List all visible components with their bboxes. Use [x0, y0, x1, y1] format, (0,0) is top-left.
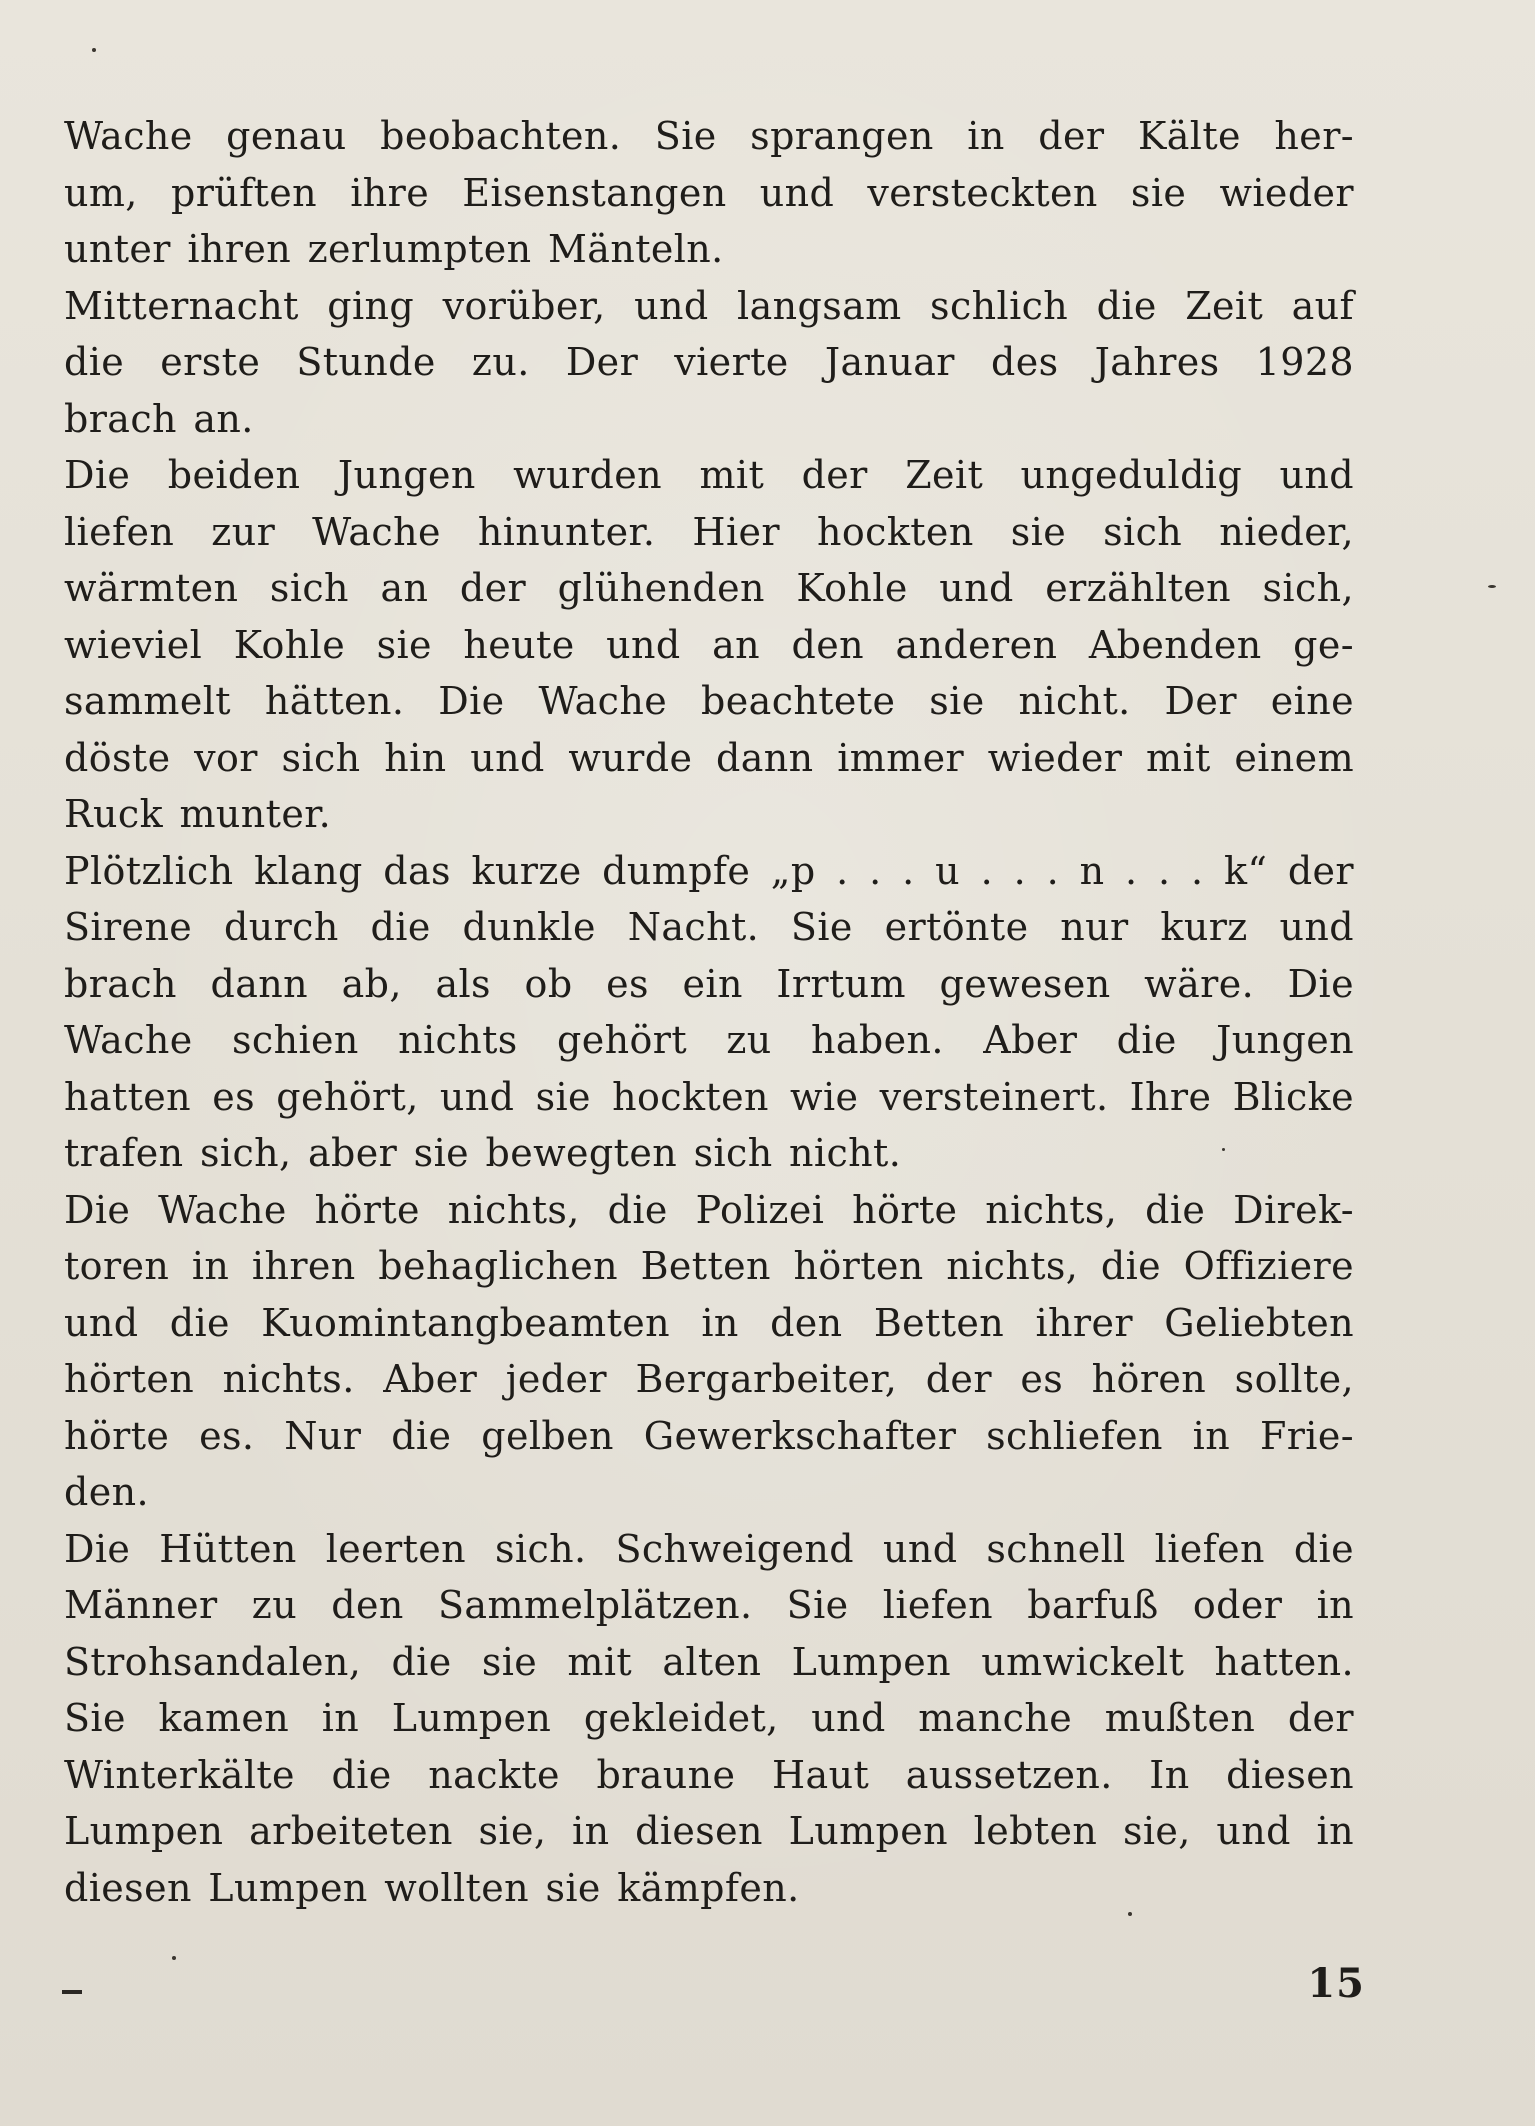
footer-dash	[62, 1990, 82, 1994]
paragraph-1	[64, 108, 1354, 278]
text-line: hörte es. Nur die gelben Gewerkschafter schliefen in Frie-	[64, 1413, 1354, 1458]
paper-speck	[172, 1956, 176, 1960]
text-line: Strohsandalen, die sie mit alten Lumpen umwickelt hatten.	[64, 1639, 1354, 1684]
text-line: brach dann ab, als ob es ein Irrtum gewesen wäre. Die	[64, 961, 1354, 1006]
body-text	[64, 108, 1354, 1916]
text-line: Wache genau beobachten. Sie sprangen in der Kälte her-	[64, 114, 1354, 158]
paper-speck	[1128, 1912, 1132, 1916]
text-line: liefen zur Wache hinunter. Hier hockten sie sich nieder,	[64, 509, 1354, 554]
text-line: Die Wache hörte nichts, die Polizei hörte nichts, die Direk-	[64, 1187, 1354, 1232]
text-line: Wache schien nichts gehört zu haben. Aber die Jungen	[64, 1018, 1354, 1062]
text-line: trafen sich, aber sie bewegten sich nicht.	[64, 1131, 902, 1175]
text-line: Ruck munter.	[64, 792, 332, 836]
text-line: die erste Stunde zu. Der vierte Januar des Jahres 1928	[64, 340, 1354, 384]
text-line: diesen Lumpen wollten sie kämpfen.	[64, 1865, 800, 1910]
text-line: hörten nichts. Aber jeder Bergarbeiter, der es hören sollte,	[64, 1357, 1354, 1401]
paragraph-5	[64, 1182, 1354, 1521]
paper-speck	[1488, 585, 1496, 588]
text-line: unter ihren zerlumpten Mänteln.	[64, 227, 724, 271]
text-line: Winterkälte die nackte braune Haut aussetzen. In diesen	[64, 1752, 1354, 1797]
text-line: und die Kuomintangbeamten in den Betten ihrer Geliebten	[64, 1300, 1354, 1345]
text-line: toren in ihren behaglichen Betten hörten nichts, die Offiziere	[64, 1244, 1354, 1288]
text-line: wieviel Kohle sie heute und an den anderen Abenden ge-	[64, 622, 1354, 667]
text-line: sammelt hätten. Die Wache beachtete sie nicht. Der eine	[64, 679, 1354, 723]
text-line: wärmten sich an der glühenden Kohle und erzählten sich,	[64, 566, 1354, 610]
text-line: hatten es gehört, und sie hockten wie versteinert. Ihre Blicke	[64, 1074, 1354, 1119]
paragraph-6	[64, 1521, 1354, 1917]
text-line: Mitternacht ging vorüber, und langsam schlich die Zeit auf	[64, 283, 1354, 328]
text-line: Sie kamen in Lumpen gekleidet, und manche mußten der	[64, 1696, 1354, 1740]
paragraph-4	[64, 843, 1354, 1182]
text-line: Plötzlich klang das kurze dumpfe „p . . . u . . . n . . . k“ der	[64, 848, 1354, 893]
paragraph-3	[64, 447, 1354, 843]
text-line: Lumpen arbeiteten sie, in diesen Lumpen lebten sie, und in	[64, 1809, 1354, 1853]
paper-speck	[1222, 1148, 1225, 1151]
text-line: Männer zu den Sammelplätzen. Sie liefen barfuß oder in	[64, 1583, 1354, 1627]
text-line: döste vor sich hin und wurde dann immer wieder mit einem	[64, 735, 1354, 780]
text-line: Die beiden Jungen wurden mit der Zeit ungeduldig und	[64, 453, 1354, 497]
page-number: 15	[1307, 1960, 1365, 2007]
text-line: um, prüften ihre Eisenstangen und versteckten sie wieder	[64, 170, 1354, 215]
paper-speck	[92, 48, 96, 52]
text-line: den.	[64, 1470, 149, 1514]
text-line: brach an.	[64, 396, 254, 441]
paragraph-2	[64, 278, 1354, 448]
text-line: Die Hütten leerten sich. Schweigend und schnell liefen die	[64, 1526, 1354, 1571]
text-line: Sirene durch die dunkle Nacht. Sie ertönte nur kurz und	[64, 905, 1354, 949]
